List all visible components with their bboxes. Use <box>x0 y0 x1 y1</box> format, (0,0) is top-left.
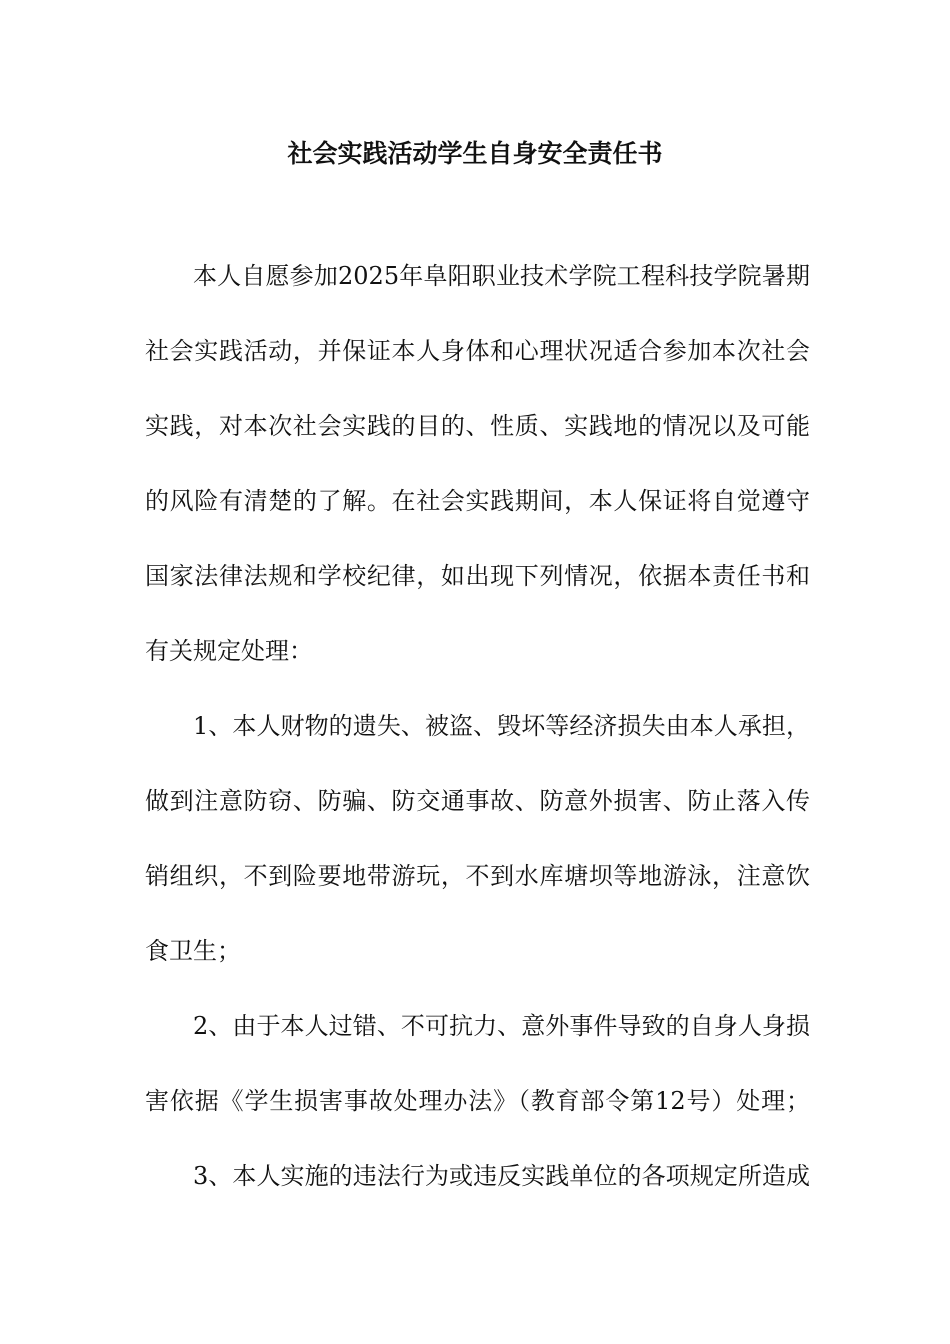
list-item-line: 销组织，不到险要地带游玩，不到水库塘坝等地游泳，注意饮 <box>145 862 810 890</box>
paragraph-line: 的风险有清楚的了解。在社会实践期间，本人保证将自觉遵守 <box>145 487 810 515</box>
list-item-line: 做到注意防窃、防骗、防交通事故、防意外损害、防止落入传 <box>145 787 810 815</box>
paragraph-line: 有关规定处理： <box>145 637 313 665</box>
list-item-line: 2、由于本人过错、不可抗力、意外事件导致的自身人身损 <box>193 1012 810 1040</box>
paragraph-line: 社会实践活动，并保证本人身体和心理状况适合参加本次社会 <box>145 337 810 365</box>
paragraph-line: 国家法律法规和学校纪律，如出现下列情况，依据本责任书和 <box>145 562 810 590</box>
document-title: 社会实践活动学生自身安全责任书 <box>287 139 663 168</box>
paragraph-line: 本人自愿参加2025年阜阳职业技术学院工程科技学院暑期 <box>193 262 810 290</box>
paragraph-line: 实践，对本次社会实践的目的、性质、实践地的情况以及可能 <box>145 412 810 440</box>
list-item-line: 食卫生； <box>145 937 241 965</box>
list-item-line: 3、本人实施的违法行为或违反实践单位的各项规定所造成 <box>193 1162 810 1190</box>
list-item-line: 1、本人财物的遗失、被盗、毁坏等经济损失由本人承担， <box>193 712 810 740</box>
list-item-line: 害依据《学生损害事故处理办法》（教育部令第12号）处理； <box>145 1087 810 1115</box>
